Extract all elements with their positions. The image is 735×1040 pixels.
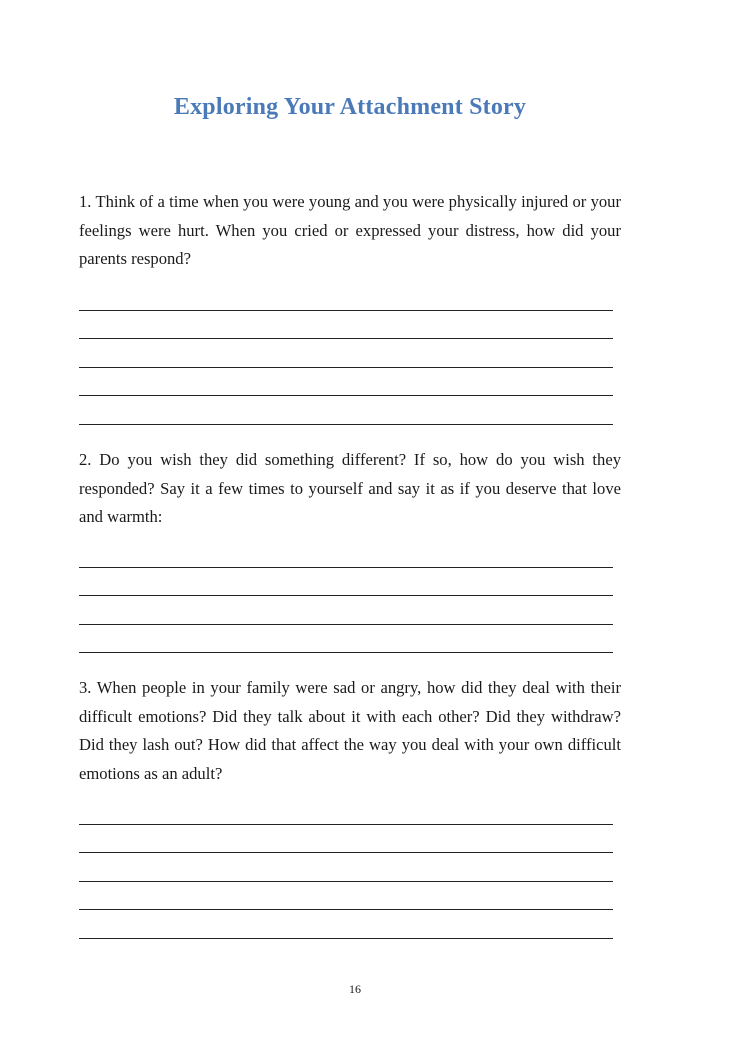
answer-line[interactable] [79, 396, 613, 425]
answer-line[interactable] [79, 796, 613, 825]
answer-line[interactable] [79, 625, 613, 654]
answer-line[interactable] [79, 853, 613, 882]
answer-line[interactable] [79, 568, 613, 597]
question-3: 3. When people in your family were sad or angry, how did they deal with their difficult emotions? Did they talk about it with each other? Did they withdraw? Did they lash out? How did that affect the way you deal with your own difficult emotions as an adult? [79, 678, 621, 783]
answer-line[interactable] [79, 882, 613, 911]
question-1: 1. Think of a time when you were young and you were physically injured or your feelings were hurt. When you cried or expressed your distress, how did your parents respond? [79, 192, 621, 269]
answer-line[interactable] [79, 311, 613, 340]
answer-area-3[interactable] [79, 796, 613, 939]
answer-line[interactable] [79, 539, 613, 568]
answer-line[interactable] [79, 596, 613, 625]
answer-area-1[interactable] [79, 282, 613, 425]
answer-line[interactable] [79, 910, 613, 939]
answer-line[interactable] [79, 282, 613, 311]
answer-area-2[interactable] [79, 539, 613, 653]
page-title: Exploring Your Attachment Story [173, 94, 527, 120]
answer-line[interactable] [79, 368, 613, 397]
question-2: 2. Do you wish they did something different? If so, how do you wish they responded? Say it a few times to yourself and say it as if you deserve that love and warmth: [79, 450, 621, 527]
answer-line[interactable] [79, 825, 613, 854]
page-number: 16 [349, 982, 361, 996]
answer-line[interactable] [79, 339, 613, 368]
